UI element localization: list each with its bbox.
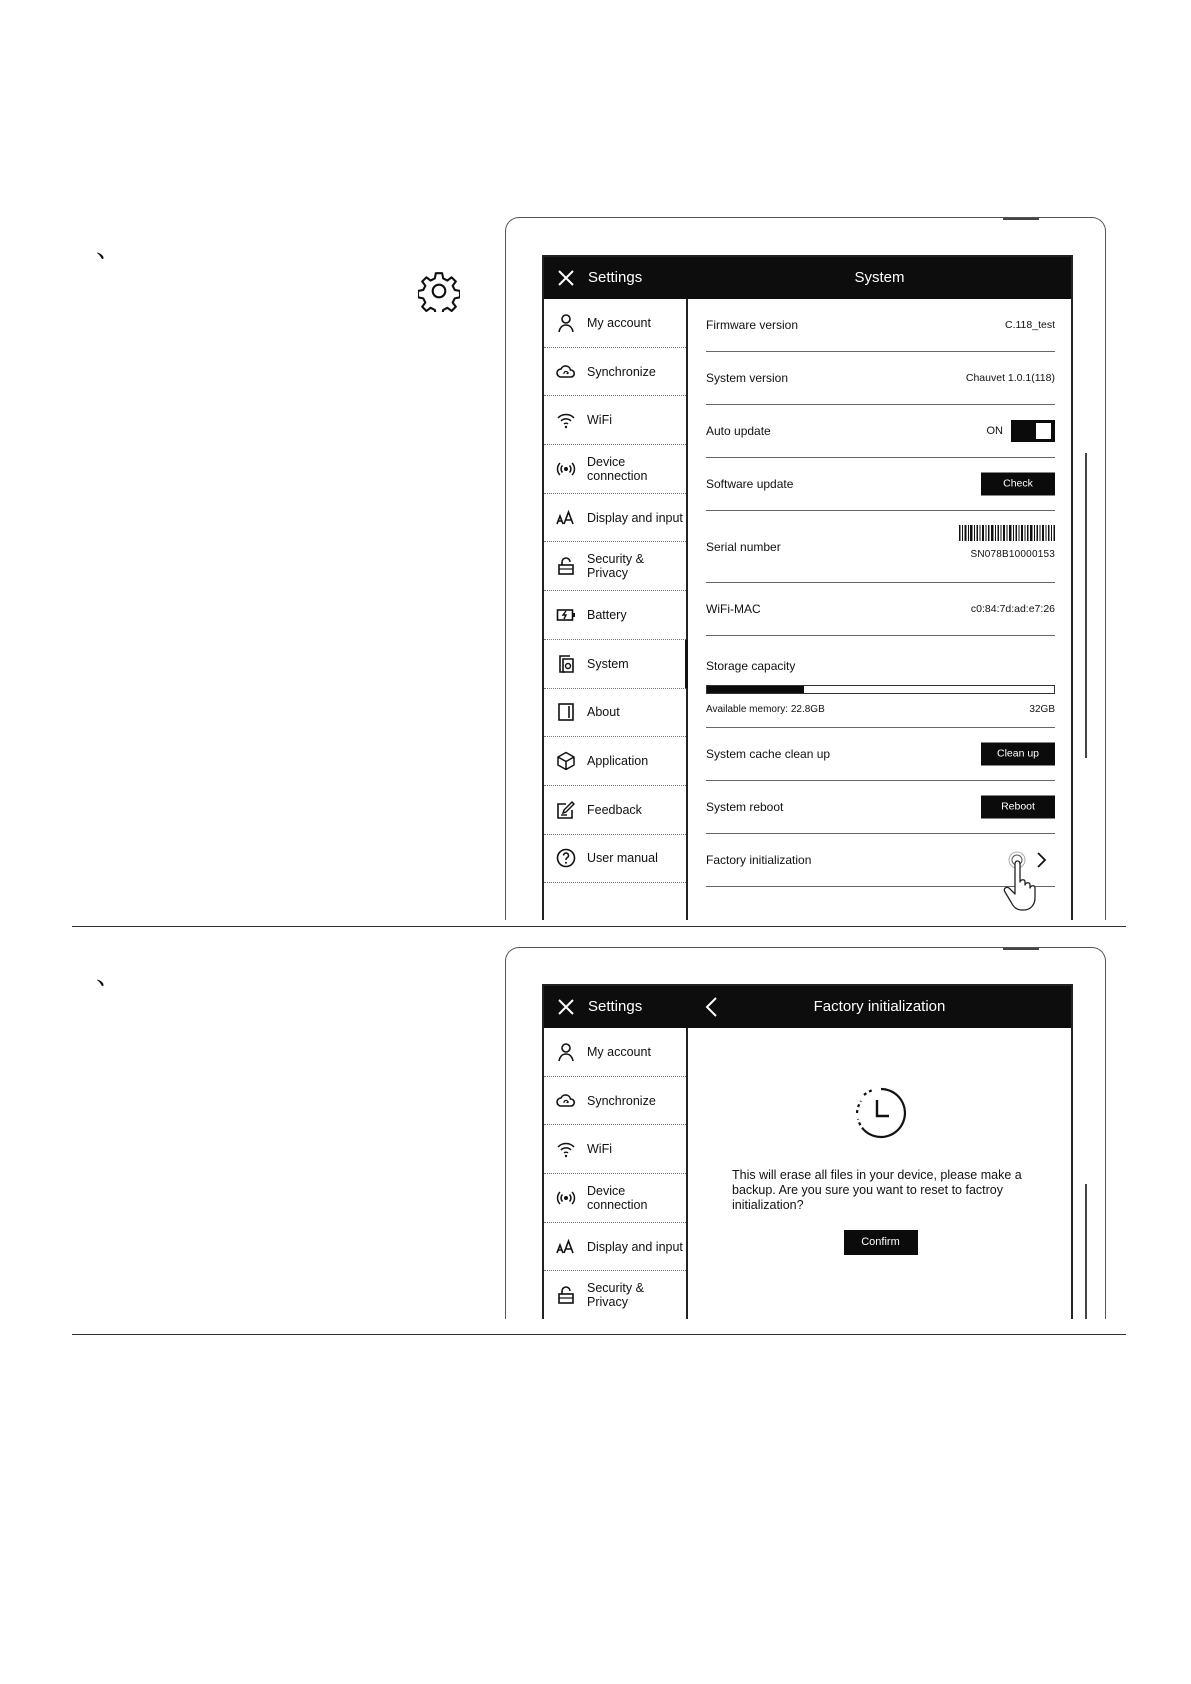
page-title: System (854, 269, 905, 286)
section-divider (72, 926, 1126, 927)
sidebar-item-label: Feedback (587, 802, 642, 817)
user-icon (555, 312, 577, 334)
cloud-sync-icon (555, 1090, 577, 1112)
sidebar-item-label: Display and input (587, 1239, 683, 1254)
sidebar-item-label: Device connection (587, 454, 648, 483)
serial-value: SN078B10000153 (970, 549, 1055, 560)
reboot-button[interactable]: Reboot (981, 796, 1055, 819)
serial-row (706, 511, 1055, 583)
factory-row[interactable] (706, 834, 1055, 887)
settings-title: Settings (588, 998, 643, 1015)
sidebar-item-security-privacy[interactable] (544, 542, 686, 591)
text-size-icon (555, 1236, 577, 1258)
step-marker: 、 (96, 961, 123, 991)
feedback-icon (555, 799, 577, 821)
about-icon (555, 701, 577, 723)
broadcast-icon (555, 458, 577, 480)
battery-icon (555, 604, 577, 626)
page-title: Factory initialization (813, 998, 946, 1015)
sidebar-item-user-manual[interactable] (544, 835, 686, 884)
sidebar-item-label: My account (587, 315, 651, 330)
sidebar-item-label: WiFi (587, 1142, 612, 1157)
sidebar-item-my-account[interactable] (544, 299, 686, 348)
sidebar-item-label: System (587, 656, 629, 671)
close-icon[interactable] (556, 997, 576, 1017)
auto-update-row (706, 405, 1055, 458)
sidebar-item-security-privacy[interactable] (544, 1271, 686, 1319)
factory-label: Factory initialization (706, 853, 812, 867)
software-update-label: Software update (706, 477, 794, 491)
wifi-mac-label: WiFi-MAC (706, 602, 761, 616)
sidebar-item-device-connection[interactable] (544, 1174, 686, 1223)
cache-label: System cache clean up (706, 747, 831, 761)
firmware-value: C.118_test (1004, 319, 1055, 331)
settings-title: Settings (588, 269, 643, 286)
sidebar (544, 299, 688, 920)
reboot-row (706, 781, 1055, 834)
software-update-row (706, 458, 1055, 511)
sidebar-item-display-and-input[interactable] (544, 1223, 686, 1272)
cache-row (706, 728, 1055, 781)
total-memory: 32GB (1029, 704, 1055, 715)
reset-warning-text: This will erase all files in your device, please make a backup. Are you sure you want to reset to factroy initialization? (732, 1168, 1022, 1212)
sidebar-item-label: User manual (587, 851, 658, 866)
settings-screen (542, 255, 1073, 920)
system-panel (690, 299, 1071, 920)
device-frame (505, 947, 1106, 1319)
wifi-mac-row (706, 583, 1055, 636)
auto-update-label: Auto update (706, 424, 771, 438)
system-version-row (706, 352, 1055, 405)
clean-up-button[interactable]: Clean up (981, 743, 1055, 766)
lock-icon (555, 555, 577, 577)
barcode-icon (959, 525, 1055, 541)
sidebar-item-my-account[interactable] (544, 1028, 686, 1077)
sidebar (544, 1028, 688, 1319)
storage-label: Storage capacity (706, 659, 796, 673)
sidebar-item-device-connection[interactable] (544, 445, 686, 494)
lock-icon (555, 1284, 577, 1306)
close-icon[interactable] (556, 268, 576, 288)
system-version-value: Chauvet 1.0.1(118) (965, 372, 1055, 384)
text-size-icon (555, 507, 577, 529)
confirm-button[interactable]: Confirm (844, 1230, 918, 1255)
help-icon (555, 847, 577, 869)
reboot-label: System reboot (706, 800, 784, 814)
top-bar (544, 986, 1071, 1028)
storage-bar (706, 685, 1055, 694)
sidebar-item-wifi[interactable] (544, 1125, 686, 1174)
step-marker: 、 (96, 234, 123, 264)
sidebar-item-label: Display and input (587, 510, 683, 525)
cube-icon (555, 750, 577, 772)
system-icon (555, 653, 577, 675)
available-memory: Available memory: 22.8GB (706, 704, 825, 715)
storage-row (706, 636, 1055, 728)
sidebar-item-synchronize[interactable] (544, 348, 686, 397)
sidebar-item-label: Device connection (587, 1183, 648, 1212)
sidebar-item-label: Synchronize (587, 1093, 656, 1108)
wifi-icon (555, 1138, 577, 1160)
sidebar-item-label: My account (587, 1044, 651, 1059)
sidebar-item-label: About (587, 705, 620, 720)
sidebar-item-label: Security & Privacy (587, 1281, 644, 1310)
firmware-row (706, 299, 1055, 352)
sidebar-item-display-and-input[interactable] (544, 494, 686, 543)
storage-bar-fill (707, 686, 804, 693)
wifi-mac-value: c0:84:7d:ad:e7:26 (970, 603, 1055, 615)
sidebar-item-label: Synchronize (587, 364, 656, 379)
sidebar-item-application[interactable] (544, 737, 686, 786)
sidebar-item-label: Application (587, 754, 649, 769)
factory-dialog (690, 1028, 1071, 1319)
user-icon (555, 1041, 577, 1063)
tap-hand-icon (1003, 850, 1055, 912)
gear-icon (418, 270, 460, 312)
sidebar-item-battery[interactable] (544, 591, 686, 640)
sidebar-item-label: Security & Privacy (587, 552, 644, 581)
sidebar-item-synchronize[interactable] (544, 1077, 686, 1126)
reset-clock-icon (854, 1086, 908, 1140)
cloud-sync-icon (555, 361, 577, 383)
sidebar-item-wifi[interactable] (544, 396, 686, 445)
auto-update-state: ON (986, 425, 1003, 437)
broadcast-icon (555, 1187, 577, 1209)
device-frame (505, 217, 1106, 920)
system-version-label: System version (706, 371, 789, 385)
auto-update-toggle[interactable] (1011, 420, 1055, 442)
firmware-label: Firmware version (706, 318, 799, 332)
factory-screen (542, 984, 1073, 1319)
section-divider (72, 1334, 1126, 1335)
wifi-icon (555, 409, 577, 431)
sidebar-item-system[interactable] (544, 640, 686, 689)
check-button[interactable]: Check (981, 473, 1055, 496)
sidebar-item-feedback[interactable] (544, 786, 686, 835)
sidebar-item-label: Battery (587, 607, 627, 622)
sidebar-item-about[interactable] (544, 689, 686, 738)
serial-label: Serial number (706, 539, 781, 554)
top-bar (544, 257, 1071, 299)
sidebar-item-label: WiFi (587, 413, 612, 428)
